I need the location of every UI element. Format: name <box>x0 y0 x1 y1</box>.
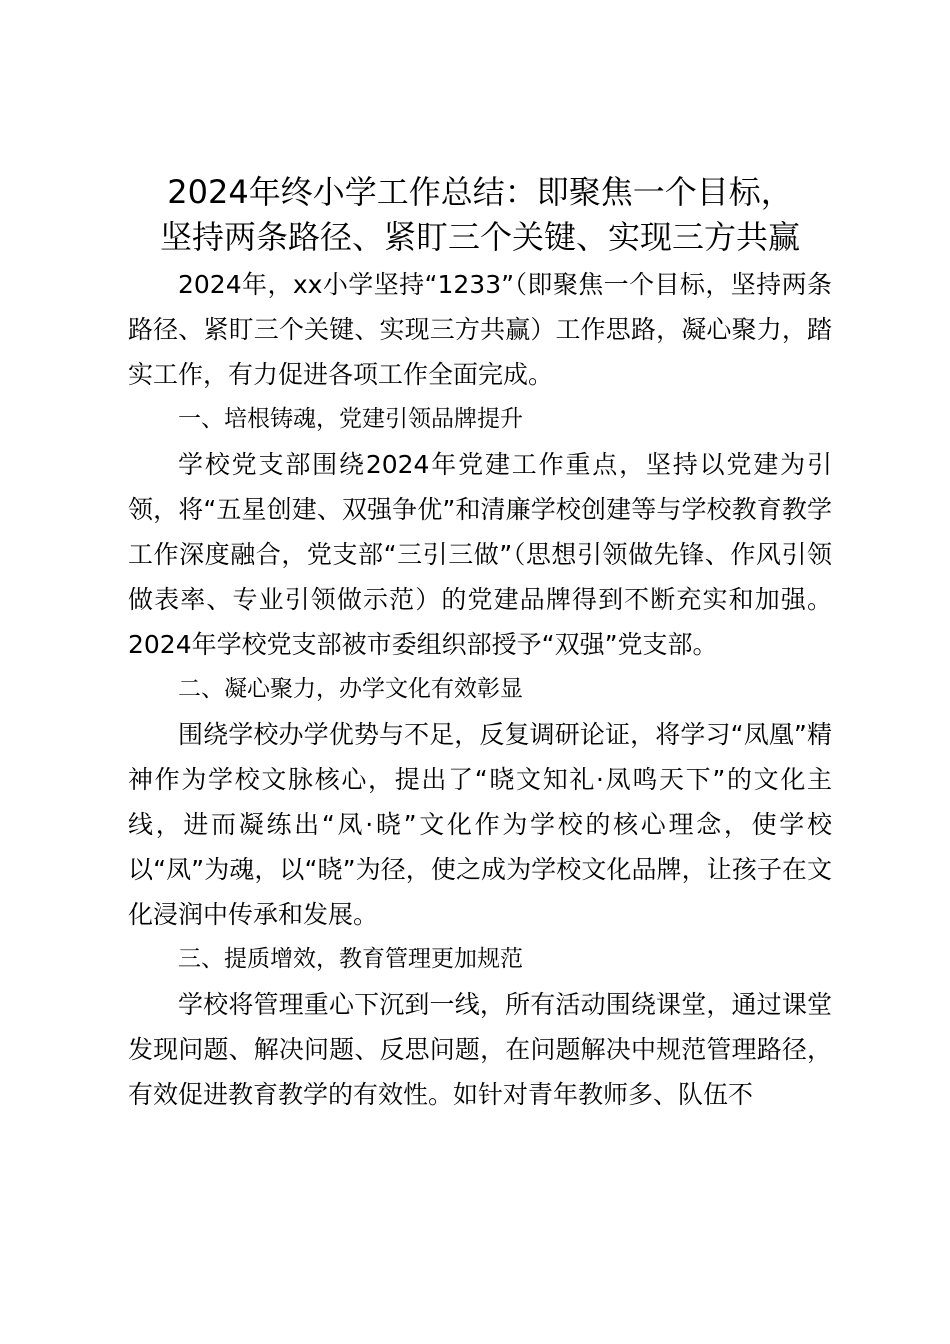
section-paragraph-2: 围绕学校办学优势与不足，反复调研论证，将学习“凤凰”精神作为学校文脉核心，提出了“晓文知礼·凤鸣天下”的文化主线，进而凝练出“凤·晓”文化作为学校的核心理念，使学校以“凤”为魂，以“晓”为径，使之成为学校文化品牌，让孩子在文化浸润中传承和发展。 <box>128 720 832 929</box>
section-heading-1: 一、培根铸魂，党建引领品牌提升 <box>178 406 523 432</box>
document-title <box>128 170 832 260</box>
section-heading-2: 二、凝心聚力，办学文化有效彰显 <box>178 676 523 702</box>
document-body <box>128 262 832 1117</box>
title-line-2: 坚持两条路径、紧盯三个关键、实现三方共赢 <box>159 218 800 256</box>
document-page <box>128 170 832 1117</box>
section-heading-3: 三、提质增效，教育管理更加规范 <box>178 946 523 972</box>
section-paragraph-3: 学校将管理重心下沉到一线，所有活动围绕课堂，通过课堂发现问题、解决问题、反思问题，在问题解决中规范管理路径，有效促进教育教学的有效性。如针对青年教师多、队伍不 <box>128 990 832 1109</box>
intro-paragraph: 2024年，xx小学坚持“1233”（即聚焦一个目标，坚持两条路径、紧盯三个关键、实现三方共赢）工作思路，凝心聚力，踏实工作，有力促进各项工作全面完成。 <box>128 270 832 389</box>
title-line-1: 2024年终小学工作总结：即聚焦一个目标， <box>167 173 793 211</box>
section-paragraph-1: 学校党支部围绕2024年党建工作重点，坚持以党建为引领，将“五星创建、双强争优”和清廉学校创建等与学校教育教学工作深度融合，党支部“三引三做”（思想引领做先锋、作风引领做表率、专业引领做示范）的党建品牌得到不断充实和加强。2024年学校党支部被市委组织部授予“双强”党支部。 <box>128 450 832 659</box>
